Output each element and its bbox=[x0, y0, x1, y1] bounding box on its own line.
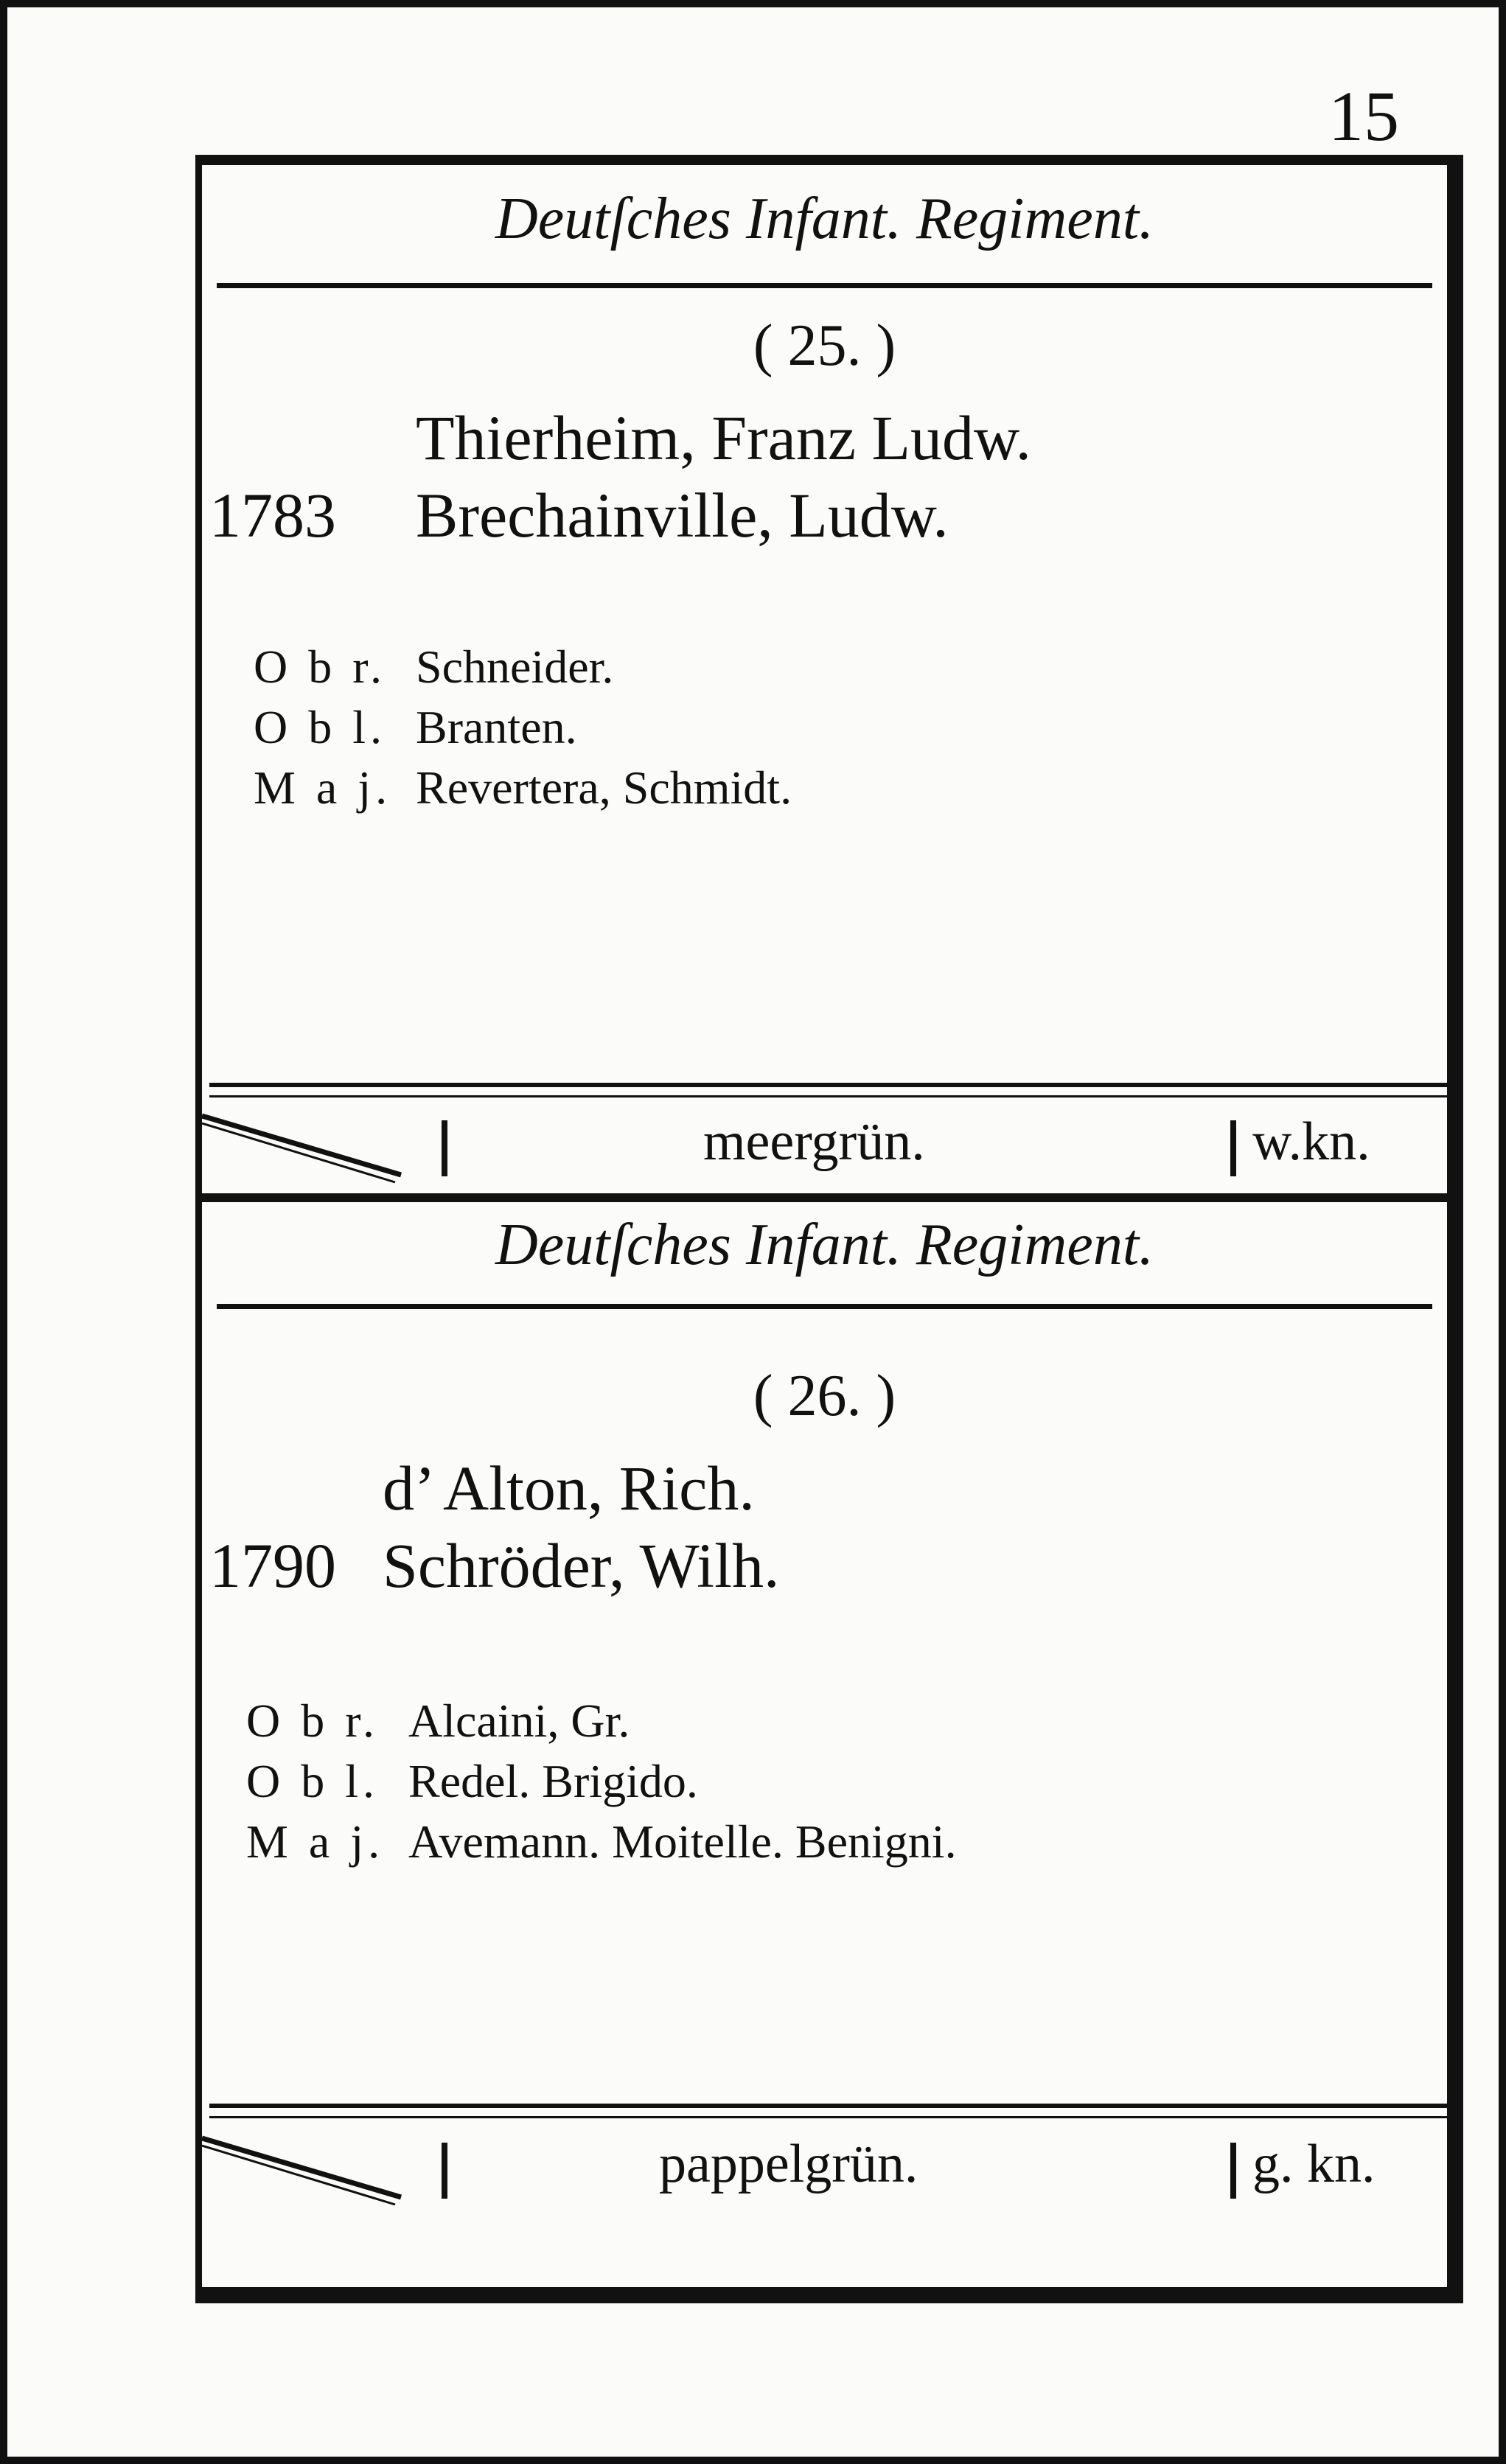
officer-list bbox=[246, 1691, 1432, 1872]
register-frame bbox=[195, 155, 1463, 2303]
facing-row bbox=[202, 2129, 1447, 2210]
officer-names: Revertera, Schmidt. bbox=[416, 761, 792, 814]
proprietor-name: d’ Alton, Rich. bbox=[383, 1453, 755, 1524]
heading-rule bbox=[217, 283, 1432, 288]
rank-label: O b r. bbox=[254, 641, 386, 693]
officer-names: Schneider. bbox=[416, 641, 614, 693]
officer-row bbox=[246, 1751, 1432, 1812]
officer-list bbox=[254, 637, 1432, 818]
regiment-entry-25 bbox=[202, 165, 1447, 1226]
rank-label: O b l. bbox=[254, 701, 386, 753]
colonel-name: Brechainville, Ludw. bbox=[416, 480, 949, 551]
officer-row bbox=[254, 758, 1432, 818]
rank-label: O b r. bbox=[246, 1695, 379, 1747]
officer-row bbox=[246, 1691, 1432, 1751]
colonel-name: Schröder, Wilh. bbox=[383, 1530, 780, 1601]
officer-names: Branten. bbox=[416, 701, 577, 753]
year: 1783 bbox=[209, 480, 336, 551]
facing-color: pappelgrün. bbox=[659, 2134, 918, 2194]
regiment-entry-26 bbox=[202, 1212, 1447, 2310]
rank-label: M a j. bbox=[254, 761, 392, 814]
section-rule bbox=[202, 1193, 1447, 1202]
facing-row bbox=[202, 1107, 1447, 1188]
regiment-number: ( 25. ) bbox=[753, 313, 896, 378]
divider-rule bbox=[209, 2116, 1447, 2118]
regiment-heading: Deutſches Infant. Regiment. bbox=[495, 186, 1154, 251]
separator-bar bbox=[442, 2143, 447, 2199]
separator-bar bbox=[1230, 1120, 1236, 1176]
year: 1790 bbox=[209, 1530, 336, 1601]
proprietor-name: Thierheim, Franz Ludw. bbox=[416, 402, 1032, 473]
button-type: w.kn. bbox=[1252, 1111, 1370, 1172]
officer-row bbox=[254, 697, 1432, 758]
divider-rule bbox=[209, 2104, 1447, 2108]
facing-color: meergrün. bbox=[703, 1111, 925, 1172]
divider-rule bbox=[209, 1095, 1447, 1097]
separator-bar bbox=[1230, 2143, 1236, 2199]
officer-names: Alcaini, Gr. bbox=[408, 1695, 630, 1747]
separator-bar bbox=[442, 1120, 447, 1176]
officer-names: Redel. Brigido. bbox=[408, 1755, 698, 1807]
officer-names: Avemann. Moitelle. Benigni. bbox=[408, 1815, 957, 1868]
officer-row bbox=[246, 1812, 1432, 1872]
rank-label: M a j. bbox=[246, 1815, 385, 1868]
officer-row bbox=[254, 637, 1432, 697]
divider-rule bbox=[209, 1083, 1447, 1087]
button-type: g. kn. bbox=[1252, 2134, 1376, 2194]
regiment-heading: Deutſches Infant. Regiment. bbox=[495, 1212, 1154, 1277]
rank-label: O b l. bbox=[246, 1755, 379, 1807]
diagonal-stroke-icon bbox=[202, 1107, 408, 1188]
page-number: 15 bbox=[1328, 77, 1399, 156]
regiment-number: ( 26. ) bbox=[753, 1364, 896, 1428]
heading-rule bbox=[217, 1304, 1432, 1309]
diagonal-stroke-icon bbox=[202, 2129, 408, 2210]
